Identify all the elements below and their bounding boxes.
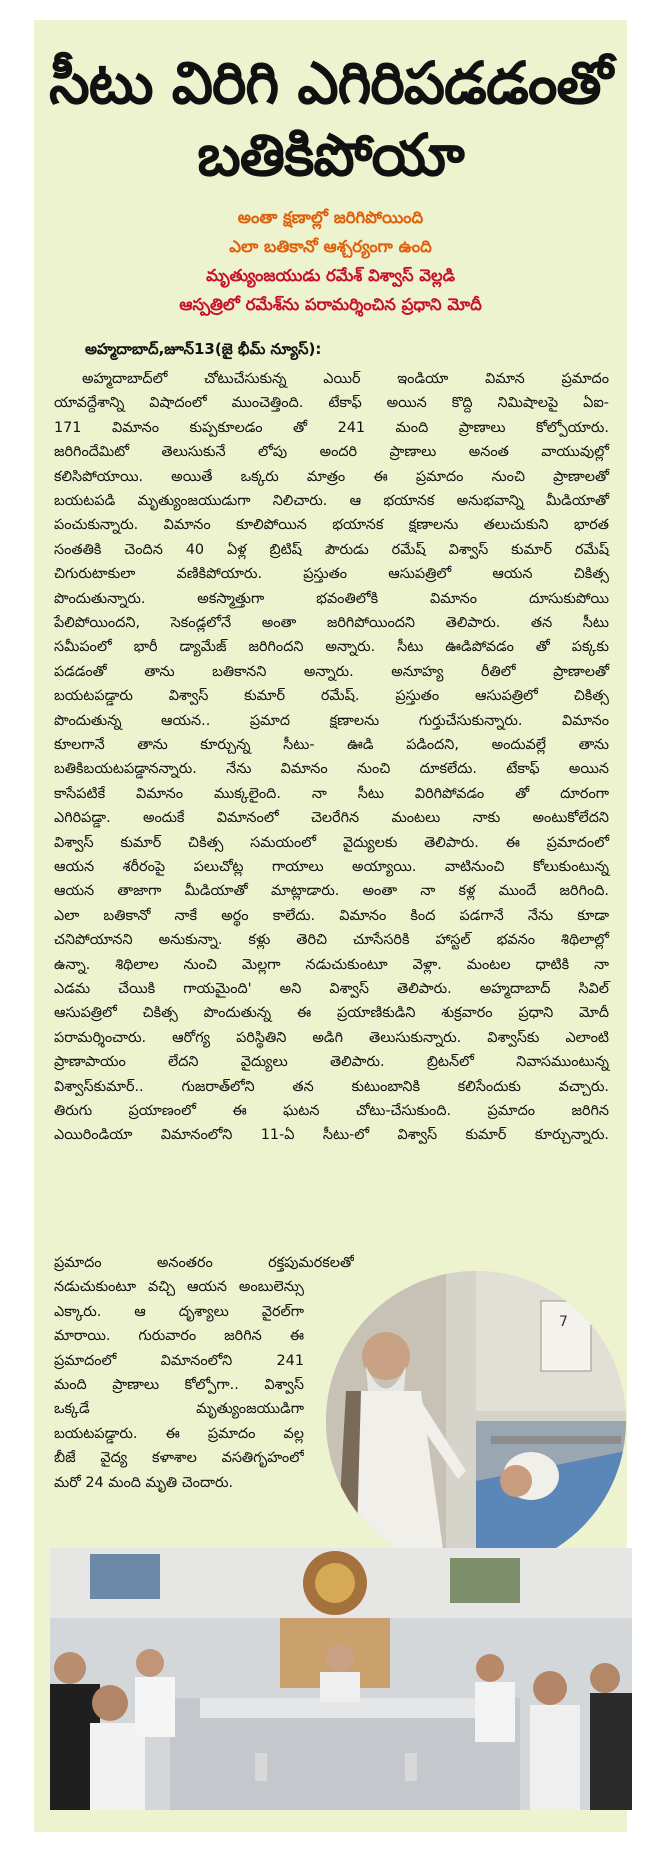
meeting-illustration xyxy=(50,1548,632,1810)
article-line: యావద్దేశాన్ని విషాదంలో ముంచెత్తింది. టేకాఫ్ అయిన కొద్ది నిమిషాలపై ఏఐ- xyxy=(54,395,609,412)
column-line: బీజే వైద్య కళాశాల వసతిగృహంలో xyxy=(54,1450,304,1467)
article-line: బయటపడి మృత్యుంజయుడుగా నిలిచారు. ఆ భయానక అనుభవాన్ని మీడియాతో xyxy=(54,493,609,509)
column-line: ప్రమాదంలో విమానంలోని 241 xyxy=(54,1352,304,1369)
column-line: మరో 24 మంది మృతి చెందారు. xyxy=(54,1474,234,1491)
article-line: ప్రాణాపాయం లేదని వైద్యులు తెలిపారు. బ్రిటన్‌లో నివాసముంటున్న xyxy=(54,1054,609,1071)
article-line: ఎలా బతికానో నాకే అర్థం కాలేదు. విమానం కింద పడగానే నేను కూడా xyxy=(54,907,609,924)
column-line: నడుచుకుంటూ వచ్చి ఆయన అంబులెన్సు xyxy=(54,1279,304,1296)
column-line: బయటపడ్డారు. ఈ ప్రమాదం వల్ల xyxy=(54,1425,304,1442)
article-line: సంతతికి చెందిన 40 ఏళ్ల బ్రిటిష్ పౌరుడు రమేష్ విశ్వాస్ కుమార్ రమేష్ xyxy=(54,541,609,558)
article-line: తిరుగు ప్రయాణంలో ఈ ఘటన చోటు-చేసుకుంది. ప్రమాదం జరిగిన xyxy=(54,1103,609,1119)
article-line: ఎడమ చేయికి గాయమైంది' అని విశ్వాస్ తెలిపారు. అహ్మదాబాద్ సివిల్ xyxy=(54,981,609,997)
column-line: ఒక్కడే మృత్యుంజయుడిగా xyxy=(54,1401,304,1418)
article-line: ఆయన తాజాగా మీడియాతో మాట్లాడారు. అంతా నా కళ్ల ముందే జరిగింది. xyxy=(54,883,609,900)
article-line: పరామర్శించారు. ఆరోగ్య పరిస్థితిని అడిగి తెలుసుకున్నారు. విశ్వాస్‌కు ఎలాంటి xyxy=(54,1029,609,1046)
dateline: అహ్మదాబాద్,జూన్13(జై భీమ్ న్యూస్): xyxy=(85,340,322,358)
meeting-photo xyxy=(50,1548,632,1810)
article-line: పొందుతున్నారు. అకస్మాత్తుగా భవంతిలోకి విమానం దూసుకుపోయి xyxy=(54,590,609,607)
column-line: మారాయి. గురువారం జరిగిన ఈ xyxy=(54,1328,304,1345)
article-line: ఆయన శరీరంపై పలుచోట్ల గాయాలు అయ్యాయి. వాటినుంచి కోలుకుంటున్న xyxy=(54,859,609,875)
article-line: పేలిపోయిందని, సెకండ్లలోనే అంతా జరిగిపోయిందని తెలిపారు. తన సీటు xyxy=(54,615,609,631)
subheading-2: ఎలా బతికానో ఆశ్చర్యంగా ఉంది xyxy=(229,237,432,256)
headline-line-2: బతికిపోయా xyxy=(197,121,464,189)
column-line: మంది ప్రాణాలు కోల్పోగా.. విశ్వాస్ xyxy=(54,1377,304,1393)
article-line: సమీపంలో భారీ డ్యామేజ్ జరిగిందని అన్నారు. సీటు ఊడిపోవడం తో పక్కకు xyxy=(54,639,609,656)
article-line: అహ్మదాబాద్‌లో చోటుచేసుకున్న ఎయిర్ ఇండియా విమాన ప్రమాదం xyxy=(82,371,609,387)
article-line: కలిసిపోయాయి. అయితే ఒక్కరు మాత్రం ఈ ప్రమాదం నుంచి ప్రాణాలతో xyxy=(54,468,609,485)
hospital-visit-photo xyxy=(326,1271,626,1571)
subheading-1: అంతా క్షణాల్లో జరిగిపోయింది xyxy=(237,208,424,227)
article-line: కూలగానే తాను కూర్చున్న సీటు- ఊడి పడిందని, అందువల్లే తాను xyxy=(54,737,609,753)
column-line: ప్రమాదం అనంతరం రక్తపుమరకలతో xyxy=(54,1255,354,1271)
article-line: చనిపోయానని అనుకున్నా. కళ్లు తెరిచి చూసేసరికి హాస్టల్ భవనం శిథిలాల్లో xyxy=(54,932,609,949)
subheading-3: మృత్యుంజయుడు రమేశ్ విశ్వాస్ వెల్లడి xyxy=(206,266,455,285)
article-line: విశ్వాస్ కుమార్ చికిత్స సమయంలో వైద్యులకు తెలిపారు. ఈ ప్రమాదంలో xyxy=(54,834,609,851)
article-line: విశ్వాస్‌కుమార్.. గుజరాత్‌లోని తన కుటుంబానికి కలిసేందుకు వచ్చారు. xyxy=(54,1078,609,1095)
hospital-visit-illustration xyxy=(326,1271,626,1571)
article-line: 171 విమానం కుప్పకూలడం తో 241 మంది ప్రాణాలు కోల్పోయారు. xyxy=(54,419,609,436)
column-line: ఎక్కారు. ఆ దృశ్యాలు వైరల్‌గా xyxy=(54,1303,304,1320)
headline-line-1: సీటు విరిగి ఎగిరిపడడంతో xyxy=(48,49,613,117)
article-line: పడడంతో తాను బతికానని అన్నారు. అనూహ్య రీతిలో ప్రాణాలతో xyxy=(54,663,609,680)
article-line: పొందుతున్న ఆయన.. ప్రమాద క్షణాలను గుర్తుచేసుకున్నారు. విమానం xyxy=(54,712,609,729)
subheading-4: ఆస్పత్రిలో రమేశ్‌ను పరామర్శించిన ప్రధాని మోదీ xyxy=(179,295,482,314)
article-line: ఎగిరిపడ్డా. అందుకే విమానంలో చెలరేగిన మంటలు నాకు అంటుకోలేదని xyxy=(54,810,609,827)
ward-number: 7 xyxy=(559,1314,568,1330)
article-line: బయటపడ్డారు విశ్వాస్ కుమార్ రమేష్. ప్రస్తుతం ఆసుపత్రిలో చికిత్స xyxy=(54,688,609,705)
article-line: పంచుకున్నారు. విమానం కూలిపోయిన భయానక క్షణాలను తలుచుకుని భారత xyxy=(54,517,609,534)
article-line: కాసేపటికే విమానం ముక్కలైంది. నా సీటు విరిగిపోవడం తో దూరంగా xyxy=(54,785,609,802)
article-line: ఎయిరిండియా విమానంలోని 11-ఏ సీటు-లో విశ్వాస్ కుమార్ కూర్చున్నారు. xyxy=(54,1127,609,1144)
article-line: ఉన్నా. శిథిలాల నుంచి మెల్లగా నడుచుకుంటూ వెళ్లా. మంటల ధాటికి నా xyxy=(54,956,609,973)
article-line: చిగురుటాకులా వణికిపోయారు. ప్రస్తుతం ఆసుపత్రిలో ఆయన చికిత్స xyxy=(54,566,609,583)
article-line: జరిగిందేమిటో తెలుసుకునే లోపు అందరి ప్రాణాలు అనంత వాయువుల్లో xyxy=(54,444,609,461)
article-line: బతికిబయటపడ్డానన్నారు. నేను విమానం నుంచి దూకలేదు. టేకాఫ్ అయిన xyxy=(54,761,609,778)
article-line: ఆసుపత్రిలో చికిత్స పొందుతున్న ఈ ప్రయాణికుడిని శుక్రవారం ప్రధాని మోదీ xyxy=(54,1005,609,1022)
